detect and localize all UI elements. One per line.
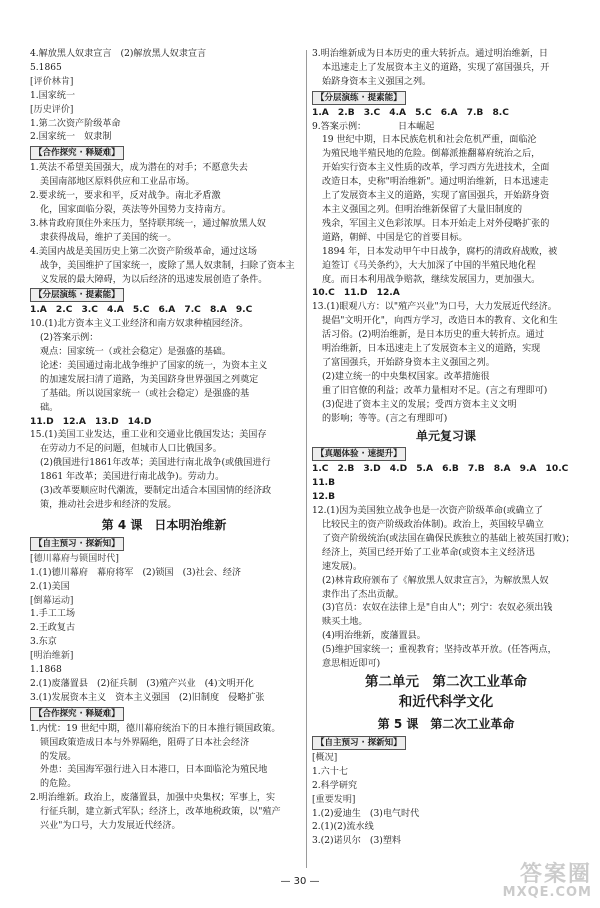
answer-line: 的影响；等等。(言之有理即可) <box>322 413 448 424</box>
answer-line: 外患：美国海军强行进入日本港口，日本面临沦为殖民地 <box>40 765 268 776</box>
lesson-title: 第 5 课 第二次工业革命 <box>377 716 515 731</box>
subsection-label: [德川幕府与锁国时代] <box>30 553 119 564</box>
answer-line: (3)改革要顺应时代潮流，要制定出适合本国国情的经济政 <box>40 486 272 497</box>
answer-line: 为殖民地半殖民地的危险。倒幕派推翻幕府统治之后， <box>322 149 541 160</box>
answer-line: 2.科学研究 <box>312 780 358 791</box>
answer-line: 在劳动力不足的问题，但城市人口比俄国多。 <box>40 444 222 455</box>
column-divider <box>306 50 307 868</box>
watermark-logo <box>503 864 592 900</box>
answer-line: 5.1865 <box>30 62 62 73</box>
section-header <box>312 447 580 462</box>
answer-line: 美国南部地区原料供应和工业品市场。 <box>40 177 195 188</box>
section-header <box>312 736 580 751</box>
answer-line: 的发展。 <box>40 751 77 762</box>
answer-line: 论述：美国通过南北战争维护了国家的统一，为资本主义 <box>40 360 268 371</box>
answer-line: (2)答案示例： <box>40 333 99 344</box>
watermark-sub: MXQE.COM <box>502 885 592 900</box>
answer-line: 上了发展资本主义的道路，实现了富国强兵，开始跻身资 <box>322 191 550 202</box>
left-column <box>30 48 298 834</box>
answer-line: 4.美国内战是美国历史上第二次资产阶级革命，通过这场 <box>30 246 257 257</box>
answer-line: 迫签订《马关条约》，大大加深了中国的半殖民地化程 <box>322 260 536 271</box>
answer-line: 残余，军国主义色彩浓厚。日本开始走上对外侵略扩张的 <box>322 218 550 229</box>
lesson-title: 第 4 课 日本明治维新 <box>101 517 227 532</box>
answer-line: 提倡"文明开化"，向西方学习，改造日本的教育、文化和生 <box>322 316 558 327</box>
answer-line: 的危险。 <box>40 779 77 790</box>
answer-line: 的加速发展扫清了道路，为美国跻身世界强国之列奠定 <box>40 374 259 385</box>
answer-line: 础。 <box>40 402 59 413</box>
answer-line: 15.(1)美国工业发达，重工业和交通业比俄国发达；美国存 <box>30 430 267 441</box>
subsection-label: [概况] <box>312 752 338 763</box>
answer-line: 1861 年改革；美国进行南北战争)。劳动力。 <box>40 472 225 483</box>
answer-line: 2.(1)美国 <box>30 581 70 592</box>
section-header <box>30 707 298 722</box>
answer-line: 了基础。所以说国家统一（或社会稳定）是强盛的基 <box>40 388 250 399</box>
answer-line: 3.(2)诺贝尔 (3)塑料 <box>312 836 402 847</box>
answer-line: 赎买土地。 <box>322 617 368 628</box>
section-header <box>30 146 298 161</box>
answer-line: 1.手工工场 <box>30 609 76 620</box>
answer-key-line: 11.D 12.A 13.D 14.D <box>30 416 152 427</box>
section-header-label: 【自主预习 · 探新知】 <box>312 736 406 750</box>
answer-line: 1.六十七 <box>312 766 348 777</box>
answer-line: 2.国家统一 奴隶制 <box>30 132 112 143</box>
section-header-label: 【自主预习 · 探新知】 <box>30 537 124 551</box>
section-header-label: 【合作探究 · 释疑难】 <box>30 707 124 721</box>
answer-line: 明治维新，日本迅速走上了发展资本主义的道路，实现 <box>322 344 541 355</box>
answer-line: 行征兵制，建立新式军队；经济上，改革地税政策，以"殖产 <box>40 807 281 818</box>
answer-line: 重了旧官僚的利益；改革力量相对不足。(言之有理即可) <box>322 385 548 396</box>
answer-line: (2)俄国进行1861年改革；美国进行南北战争(或俄国进行 <box>40 458 271 469</box>
answer-line: (5)维护国家统一；重视教育；坚持改革开放。(任答两点， <box>322 645 557 656</box>
section-header <box>30 288 298 303</box>
page-number: — 30 — <box>280 876 320 887</box>
section-header-label: 【合作探究 · 释疑难】 <box>30 146 124 160</box>
watermark-main: 答案圈 <box>519 862 592 887</box>
answer-line: 隶获得战局，维护了美国的统一。 <box>40 232 177 243</box>
answer-line: 义发展的最大障碍，为以后经济的迅速发展创造了条件。 <box>40 274 268 285</box>
answer-line: 始跻身资本主义强国之列。 <box>322 76 432 87</box>
unit-title: 和近代科学文化 <box>398 693 494 710</box>
answer-line: 1.英法不希望美国强大，成为潜在的对手；不愿意失去 <box>30 163 248 174</box>
answer-line: 意思相近即可) <box>322 659 381 670</box>
answer-line: (3)官员：农奴在法律上是"自由人"；列宁：农奴必须出钱 <box>322 603 553 614</box>
answer-page <box>30 48 576 870</box>
answer-line: (4)明治维新，废藩置县。 <box>322 631 426 642</box>
answer-line: 本迅速走上了发展资本主义的道路，实现了富国强兵，开 <box>322 62 550 73</box>
subsection-label: [倒幕运动] <box>30 595 74 606</box>
answer-line: 改造日本，史称"明治维新"。通过明治维新，日本迅速走 <box>322 177 549 188</box>
answer-line: 1.国家统一 <box>30 90 76 101</box>
section-header <box>30 537 298 552</box>
answer-line: (2)建立统一的中央集权国家。改革措施很 <box>322 371 490 382</box>
answer-line: 12.(1)因为美国独立战争也是一次资产阶级革命(或确立了 <box>312 506 543 517</box>
answer-line: 1894 年，日本发动甲午中日战争，腐朽的清政府战败，被 <box>322 246 558 257</box>
answer-line: 度。而日本利用战争赔款，继续发展国力，更加强大。 <box>322 274 541 285</box>
answer-key-line: 1.A 2.B 3.C 4.A 5.C 6.A 7.B 8.C <box>312 107 509 118</box>
answer-line: 兴业"为口号，大力发展近代经济。 <box>40 821 181 832</box>
subsection-label: [重要发明] <box>312 794 356 805</box>
answer-line: 9.答案示例： 日本崛起 <box>312 121 435 132</box>
answer-line: 1.第二次资产阶级革命 <box>30 118 121 129</box>
answer-line: 道路，朝鲜、中国是它的首要目标。 <box>322 232 468 243</box>
answer-line: 2.要求统一，要求和平，反对战争。南北矛盾激 <box>30 191 221 202</box>
unit-title: 第二单元 第二次工业革命 <box>365 673 527 690</box>
section-header-label: 【分层演练 · 提素能】 <box>312 91 406 105</box>
answer-line: 经济上，英国已经开始了工业革命(或资本主义经济迅 <box>322 547 535 558</box>
answer-line: 比较民主的资产阶级政治体制)。政治上，英国较早确立 <box>322 520 544 530</box>
answer-line: 2.王政复古 <box>30 623 76 634</box>
review-title: 单元复习课 <box>415 429 476 444</box>
answer-line: 1.1868 <box>30 665 62 676</box>
section-header <box>312 91 580 106</box>
answer-line: 13.(1)眼观八方：以"殖产兴业"为口号，大力发展近代经济。 <box>312 302 557 313</box>
subsection-label: [明治维新] <box>30 651 74 662</box>
answer-line: 2.明治维新。政治上，废藩置县，加强中央集权；军事上，实 <box>30 793 276 804</box>
answer-line: 3.东京 <box>30 637 57 648</box>
answer-line: 锁国政策造成日本与外界隔绝，阻碍了日本社会经济 <box>40 737 250 748</box>
answer-line: 本主义强国之列。但明治维新保留了大量旧制度的 <box>322 204 523 215</box>
answer-line: 观点：国家统一（或社会稳定）是强盛的基础。 <box>40 347 231 358</box>
answer-key-line: 10.C 11.D 12.A <box>312 288 400 299</box>
subsection-label: [历史评价] <box>30 104 74 115</box>
answer-line: 活习俗。(2)明治维新，是日本历史的重大转折点。通过 <box>322 330 545 341</box>
answer-line: 2.(1)(2)流水线 <box>312 822 374 833</box>
section-header-label: 【真题体验 · 速提升】 <box>312 447 406 461</box>
answer-line: 了富国强兵，开始跻身资本主义强国之列。 <box>322 357 495 368</box>
answer-line: 10.(1)北方资本主义工业经济和南方奴隶种植园经济。 <box>30 319 249 330</box>
answer-key-line: 11.B <box>312 478 336 489</box>
answer-key-line: 12.B <box>312 492 336 503</box>
answer-line: 1.(2)爱迪生 (3)电气时代 <box>312 808 420 819</box>
answer-line: (2)林肯政府颁布了《解放黑人奴隶宣言》，为解放黑人奴 <box>322 575 549 586</box>
section-header-label: 【分层演练 · 提素能】 <box>30 288 124 302</box>
answer-line: 战争，美国维护了国家统一，废除了黑人奴隶制，扫除了资本主 <box>40 260 295 271</box>
answer-line: 3.(1)发展资本主义 资本主义强国 (2)旧制度 侵略扩张 <box>30 692 265 703</box>
answer-line: 策，推动社会进步和经济的发展。 <box>40 500 177 510</box>
answer-line: 化，国家面临分裂，英法等外国势力支持南方。 <box>40 204 231 215</box>
answer-line: 了资产阶级统治(或法国在确保民族独立的基础上被英国打败)； <box>322 533 575 544</box>
answer-line: 3.明治维新成为日本历史的重大转折点。通过明治维新，日 <box>312 49 549 59</box>
answer-key-line: 1.C 2.B 3.D 4.D 5.A 6.B 7.B 8.A 9.A 10.C <box>312 464 569 475</box>
right-column <box>312 48 580 849</box>
answer-line: 隶作出了杰出贡献。 <box>322 589 404 600</box>
answer-line: 1.内忧：19 世纪中期，德川幕府统治下的日本推行锁国政策。 <box>30 723 281 734</box>
answer-key-line: 1.A 2.C 3.C 4.A 5.C 6.A 7.C 8.A 9.C <box>30 305 253 316</box>
answer-line: 3.林肯政府顶住外来压力，坚持联邦统一，通过解放黑人奴 <box>30 218 267 229</box>
answer-line: 19 世纪中期，日本民族危机和社会危机严重，面临沦 <box>322 135 537 146</box>
answer-line: (3)促进了资本主义的发展；受西方资本主义文明 <box>322 399 517 410</box>
subsection-label: [评价林肯] <box>30 76 74 87</box>
answer-line: 4.解放黑人奴隶宣言 (2)解放黑人奴隶宣言 <box>30 49 207 59</box>
answer-line: 速发展)。 <box>322 561 362 572</box>
answer-line: 1.(1)德川幕府 幕府将军 (2)锁国 (3)社会、经济 <box>30 567 242 578</box>
answer-line: 开始实行资本主义性质的改革，学习西方先进技术，全面 <box>322 163 550 174</box>
answer-line: 2.(1)废藩置县 (2)征兵制 (3)殖产兴业 (4)文明开化 <box>30 678 254 689</box>
